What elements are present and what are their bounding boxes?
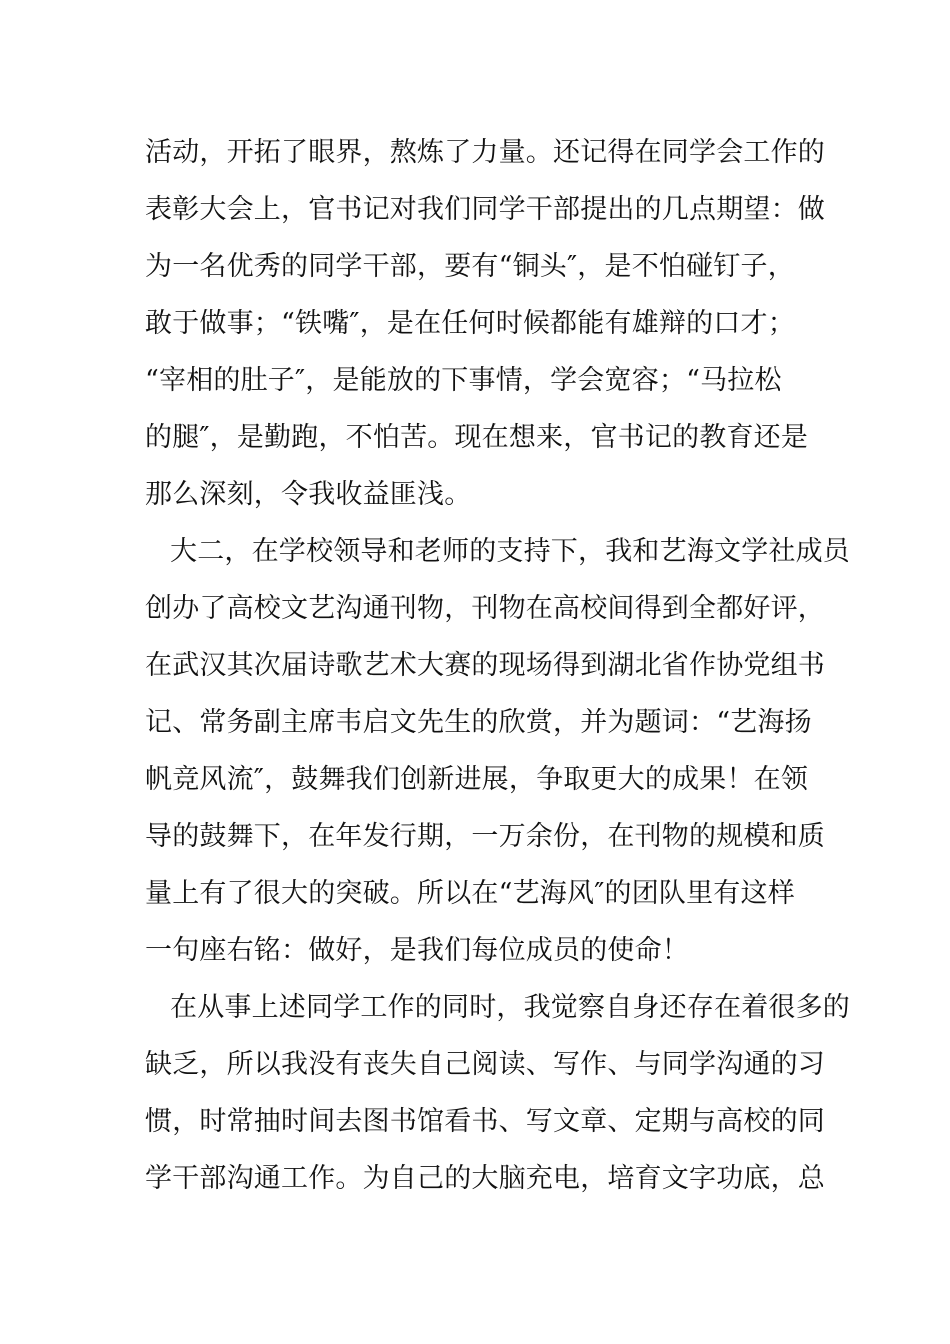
text-line: 缺乏，所以我没有丧失自己阅读、写作、与同学沟通的习 bbox=[145, 1049, 825, 1080]
text-line: 那么深刻，令我收益匪浅。 bbox=[145, 479, 472, 510]
paragraph-start-line: 在从事上述同学工作的同时，我觉察自身还存在着很多的 bbox=[170, 992, 850, 1023]
text-line: 创办了高校文艺沟通刊物，刊物在高校间得到全都好评， bbox=[145, 593, 825, 624]
paragraph-start-line: 大二，在学校领导和老师的支持下，我和艺海文学社成员 bbox=[170, 536, 850, 567]
text-line: 量上有了很大的突破。所以在“艺海风″的团队里有这样 bbox=[145, 878, 795, 909]
text-line: 表彰大会上，官书记对我们同学干部提出的几点期望：做 bbox=[145, 194, 825, 225]
text-line: “宰相的肚子″，是能放的下事情，学会宽容；“马拉松 bbox=[145, 365, 782, 396]
text-line: 活动，开拓了眼界，熬炼了力量。还记得在同学会工作的 bbox=[145, 137, 825, 168]
text-line: 记、常务副主席韦启文先生的欣赏，并为题词：“艺海扬 bbox=[145, 707, 812, 738]
text-line: 惯，时常抽时间去图书馆看书、写文章、定期与高校的同 bbox=[145, 1106, 825, 1137]
text-line: 导的鼓舞下，在年发行期，一万余份，在刊物的规模和质 bbox=[145, 821, 825, 852]
document-body bbox=[145, 124, 850, 1207]
text-line: 的腿″，是勤跑，不怕苦。现在想来，官书记的教育还是 bbox=[145, 422, 809, 453]
text-line: 一句座右铭：做好，是我们每位成员的使命！ bbox=[145, 935, 689, 966]
text-line: 敢于做事；“铁嘴″，是在任何时候都能有雄辩的口才； bbox=[145, 308, 795, 339]
text-line: 学干部沟通工作。为自己的大脑充电，培育文字功底，总 bbox=[145, 1163, 825, 1194]
text-line: 为一名优秀的同学干部，要有“铜头″，是不怕碰钉子， bbox=[145, 251, 795, 282]
text-line: 帆竞风流″，鼓舞我们创新进展，争取更大的成果！在领 bbox=[145, 764, 809, 795]
text-line: 在武汉其次届诗歌艺术大赛的现场得到湖北省作协党组书 bbox=[145, 650, 825, 681]
